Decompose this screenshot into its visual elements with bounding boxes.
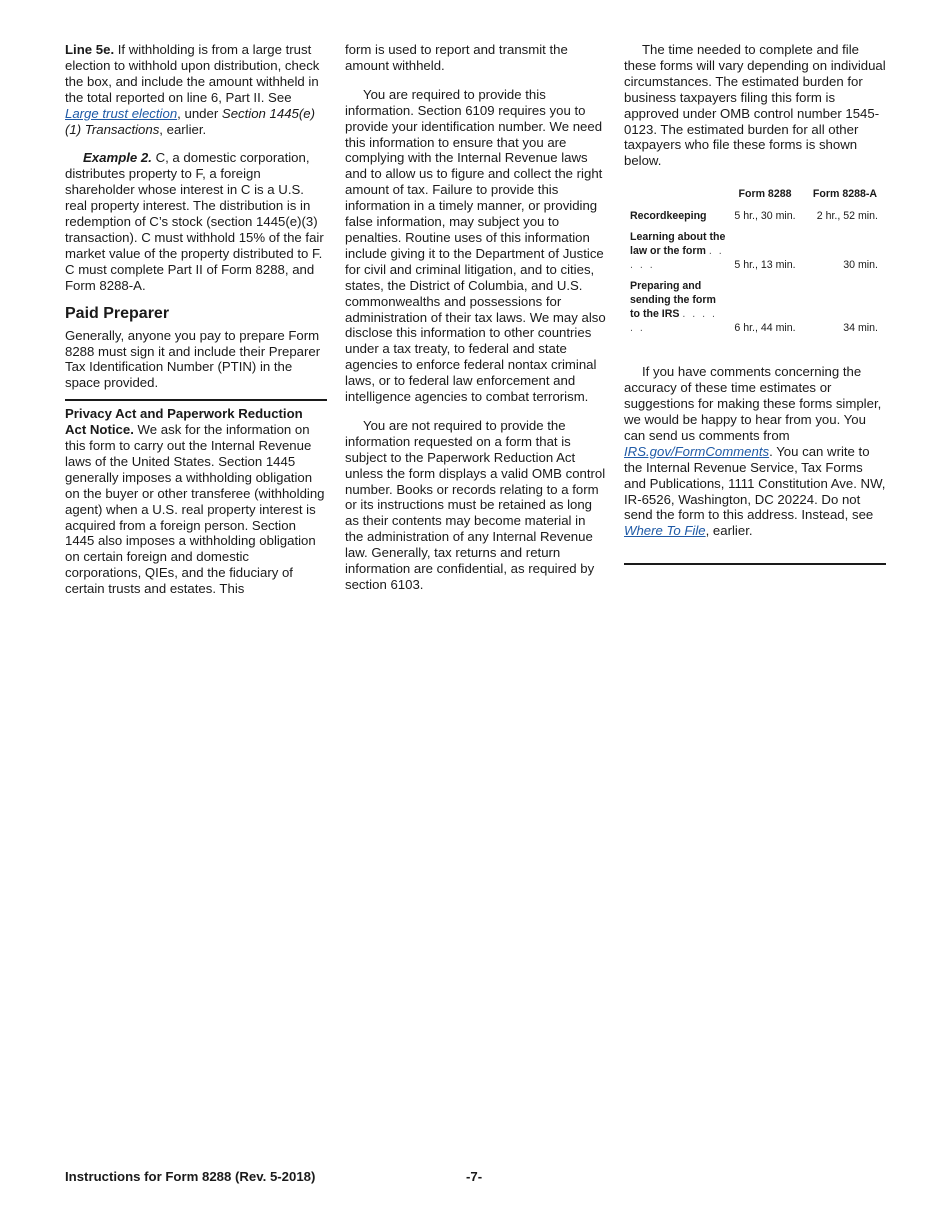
where-to-file-link[interactable]: Where To File bbox=[624, 523, 706, 539]
burden-header-blank bbox=[624, 187, 726, 209]
table-row bbox=[624, 279, 886, 342]
comments-text-2: . You can write to the Internal Revenue Service, Tax Forms and Publications, 1111 Constitution Ave. NW, IR-6526, Washington, DC 20224. Do not send the form to this address. Instead, see bbox=[624, 443, 886, 523]
leader-dots: . . . . . bbox=[630, 245, 724, 272]
value-form-8288a: 30 min. bbox=[843, 259, 878, 272]
large-trust-election-link[interactable]: Large trust election bbox=[65, 105, 178, 121]
column-3 bbox=[624, 42, 886, 565]
not-required-paragraph: You are not required to provide the information requested on a form that is subject to the Paperwork Reduction Act unless the form displays a valid OMB control number. Books or records relating to a form or its instructions must be retained as long as their contents may become material in the administration of any Internal Revenue law. Generally, tax returns and return information are confidential, as required by section 6103. bbox=[345, 417, 606, 592]
line-5e-label: Line 5e. bbox=[65, 42, 115, 57]
comments-text: If you have comments concerning the accuracy of these time estimates or suggestions for making these forms simpler, we would be happy to hear from you. You can send us comments from bbox=[624, 364, 882, 443]
end-divider bbox=[624, 563, 886, 565]
value-form-8288: 6 hr., 44 min. bbox=[734, 322, 796, 335]
value-form-8288: 5 hr., 30 min. bbox=[734, 210, 796, 223]
line-5e-text-2: , under bbox=[177, 105, 222, 121]
value-form-8288: 5 hr., 13 min. bbox=[734, 259, 796, 272]
column-2 bbox=[345, 42, 607, 593]
comments-text-3: , earlier. bbox=[705, 523, 753, 539]
value-form-8288a: 34 min. bbox=[843, 322, 878, 335]
table-row bbox=[624, 209, 886, 230]
footer-title: Instructions for Form 8288 (Rev. 5-2018) bbox=[65, 1169, 316, 1184]
section-divider bbox=[65, 399, 327, 401]
row-label bbox=[624, 230, 726, 279]
section-reference: Section 1445(e)(1) Transactions bbox=[65, 105, 316, 137]
privacy-act-heading: Privacy Act and Paperwork Reduction Act Notice. bbox=[65, 406, 303, 438]
row-label bbox=[624, 209, 726, 230]
row-label-text: Recordkeeping bbox=[630, 210, 707, 223]
row-label bbox=[624, 279, 726, 342]
paid-preparer-text: Generally, anyone you pay to prepare Form 8288 must sign it and include their Preparer Tax Identification Number (PTIN) in the space provided. bbox=[65, 327, 321, 391]
page-number: -7- bbox=[466, 1169, 483, 1184]
comments-paragraph bbox=[624, 364, 886, 539]
value-form-8288a: 2 hr., 52 min. bbox=[816, 210, 878, 223]
example-2-label: Example 2. bbox=[83, 150, 152, 166]
privacy-act-paragraph bbox=[65, 406, 327, 597]
burden-header-form-8288: Form 8288 bbox=[738, 188, 792, 201]
burden-header-form-8288a: Form 8288-A bbox=[812, 188, 878, 201]
line-5e-text-3: , earlier. bbox=[159, 121, 207, 137]
privacy-act-text: We ask for the information on this form to carry out the Internal Revenue laws of the United States. Section 1445 generally imposes a withholding obligation on the buyer or other transferee (withholding agent) when a U.S. real property interest is acquired from a foreign person. Section 1445 also imposes a withholding obligation on certain foreign and domestic corporations, QIEs, and the fiduciary of certain trusts and estates. This bbox=[65, 422, 325, 597]
row-label-text: Learning about the law or the form bbox=[630, 231, 726, 258]
required-information-paragraph: You are required to provide this information. Section 6109 requires you to provide your identification number. We need this information to ensure that you are complying with the Internal Revenue laws and to allow us to figure and collect the right amount of tax. Failure to provide this information in a timely manner, or providing false information, may subject you to penalties. Routine uses of this information include giving it to the Department of Justice for civil and criminal litigation, and to cities, states, the District of Columbia, and U.S. commonwealths and possessions for administration of their tax laws. We may also disclose this information to other countries under a tax treaty, to federal and state agencies to enforce federal nontax criminal laws, or to federal law enforcement and intelligence agencies to combat terrorism. bbox=[345, 86, 606, 405]
example-2-paragraph bbox=[65, 150, 327, 293]
column-1 bbox=[65, 42, 327, 597]
paid-preparer-heading: Paid Preparer bbox=[65, 304, 170, 322]
page-footer bbox=[65, 1169, 885, 1184]
form-comments-link[interactable]: IRS.gov/FormComments bbox=[624, 443, 770, 459]
burden-table bbox=[624, 187, 886, 342]
example-2-text: C, a domestic corporation, distributes property to F, a foreign shareholder whose interest in C is a U.S. real property interest. The distribution is in redemption of C’s stock (section 1445(e)(3) transaction). C must withhold 15% of the fair market value of the property distributed to F. C must complete Part II of Form 8288, and Form 8288-A. bbox=[65, 150, 324, 293]
row-label-text: Preparing and sending the form to the IRS bbox=[630, 280, 716, 321]
time-estimate-paragraph: The time needed to complete and file these forms will vary depending on individual circumstances. The estimated burden for business taxpayers filing this form is approved under OMB control number 1545-0123. The estimated burden for all other taxpayers who file these forms is shown below. bbox=[624, 42, 886, 169]
line-5e-text: If withholding is from a large trust election to withhold upon distribution, check the box, and include the amount withheld in the total reported on line 6, Part II. See bbox=[65, 42, 320, 105]
table-row bbox=[624, 230, 886, 279]
line-5e-paragraph bbox=[65, 42, 327, 137]
burden-table-header bbox=[624, 187, 886, 209]
leader-dots: . . . . . . bbox=[630, 308, 717, 335]
privacy-continued-paragraph: form is used to report and transmit the amount withheld. bbox=[345, 42, 568, 73]
